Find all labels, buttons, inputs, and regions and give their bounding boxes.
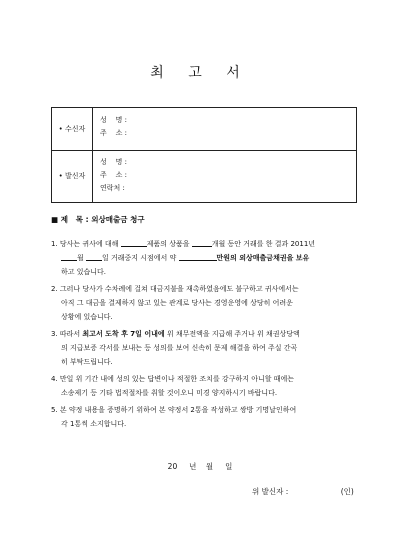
body-item-2 [51, 282, 357, 324]
blank-underline [179, 251, 217, 261]
blank-underline [61, 251, 77, 261]
text-line: 히 부탁드립니다. [61, 358, 113, 366]
body-item-3 [51, 327, 357, 369]
party-table [51, 107, 357, 203]
text-line: 의 지급보증 각서를 보내는 등 성의를 보여 신속히 문제 해결을 하여 주실 간곡 [61, 344, 298, 352]
blank-underline [86, 251, 102, 261]
text-line: 4. 만일 위 기간 내에 성의 있는 답변이나 적절한 조치를 강구하지 아니할 때에는 [51, 375, 295, 383]
receiver-fields [100, 114, 127, 140]
receiver-label: • 수신자 [52, 108, 93, 150]
text-line: 2. 그러나 당사가 수차례에 걸쳐 대금지불을 재촉하였음에도 불구하고 귀사에서는 [51, 285, 299, 293]
text-segment: 일 거래중지 시점에서 약 [102, 254, 179, 262]
text-line: 각 1통씩 소지합니다. [61, 420, 127, 428]
text-line [51, 327, 357, 341]
receiver-name-field: 성 명 : [100, 116, 128, 124]
blank-underline [192, 237, 212, 247]
text-segment: 월 [77, 254, 86, 262]
sender-contact-field: 연락처 : [100, 184, 125, 192]
sender-address-field: 주 소 : [100, 171, 128, 179]
sender-name-field: 성 명 : [100, 158, 128, 166]
text-line: 하고 있습니다. [61, 268, 107, 276]
subject-line: ■ 제 목 : 외상매출금 청구 [51, 215, 145, 224]
text-segment: 개월 동안 거래를 한 결과 2011년 [211, 240, 316, 248]
sender-label: • 발신자 [52, 150, 93, 202]
body-item-1 [51, 237, 357, 279]
text-segment: 위 채무전액을 지급해 주거나 위 채권상당액 [164, 330, 300, 338]
body-item-5 [51, 403, 357, 431]
blank-underline [121, 237, 147, 247]
sender-row [52, 150, 356, 202]
text-segment: 만원의 외상매출금채권을 보유 [216, 254, 310, 262]
body-item-4 [51, 372, 357, 400]
body-items [51, 237, 357, 434]
text-line: 아직 그 대금을 결제하지 않고 있는 관계로 당사는 경영운영에 상당히 어려운 [61, 299, 293, 307]
text-line [51, 237, 357, 251]
text-segment: 3. 따라서 [51, 330, 83, 338]
text-line: 소송제기 등 기타 법적절차를 취할 것이오니 미경 양지하시기 바랍니다. [61, 389, 278, 397]
text-line: 5. 본 약정 내용을 증명하기 위하여 본 약정서 2통을 작성하고 쌍방 기명날인하여 [51, 406, 297, 414]
date-line: 20 년 월 일 [167, 462, 233, 471]
text-line [51, 251, 357, 265]
text-segment: 1. 당사는 귀사에 대해 [51, 240, 121, 248]
text-segment-bold: 최고서 도착 후 7일 이내에 [82, 330, 165, 338]
signature-line: 위 발신자 : (인) [252, 487, 354, 496]
document-title: 최 고 서 [150, 65, 250, 81]
text-line: 상황에 있습니다. [61, 313, 113, 321]
sender-fields [100, 156, 127, 195]
receiver-address-field: 주 소 : [100, 129, 128, 137]
text-segment: 제품의 상품을 [146, 240, 192, 248]
receiver-row [52, 108, 356, 151]
